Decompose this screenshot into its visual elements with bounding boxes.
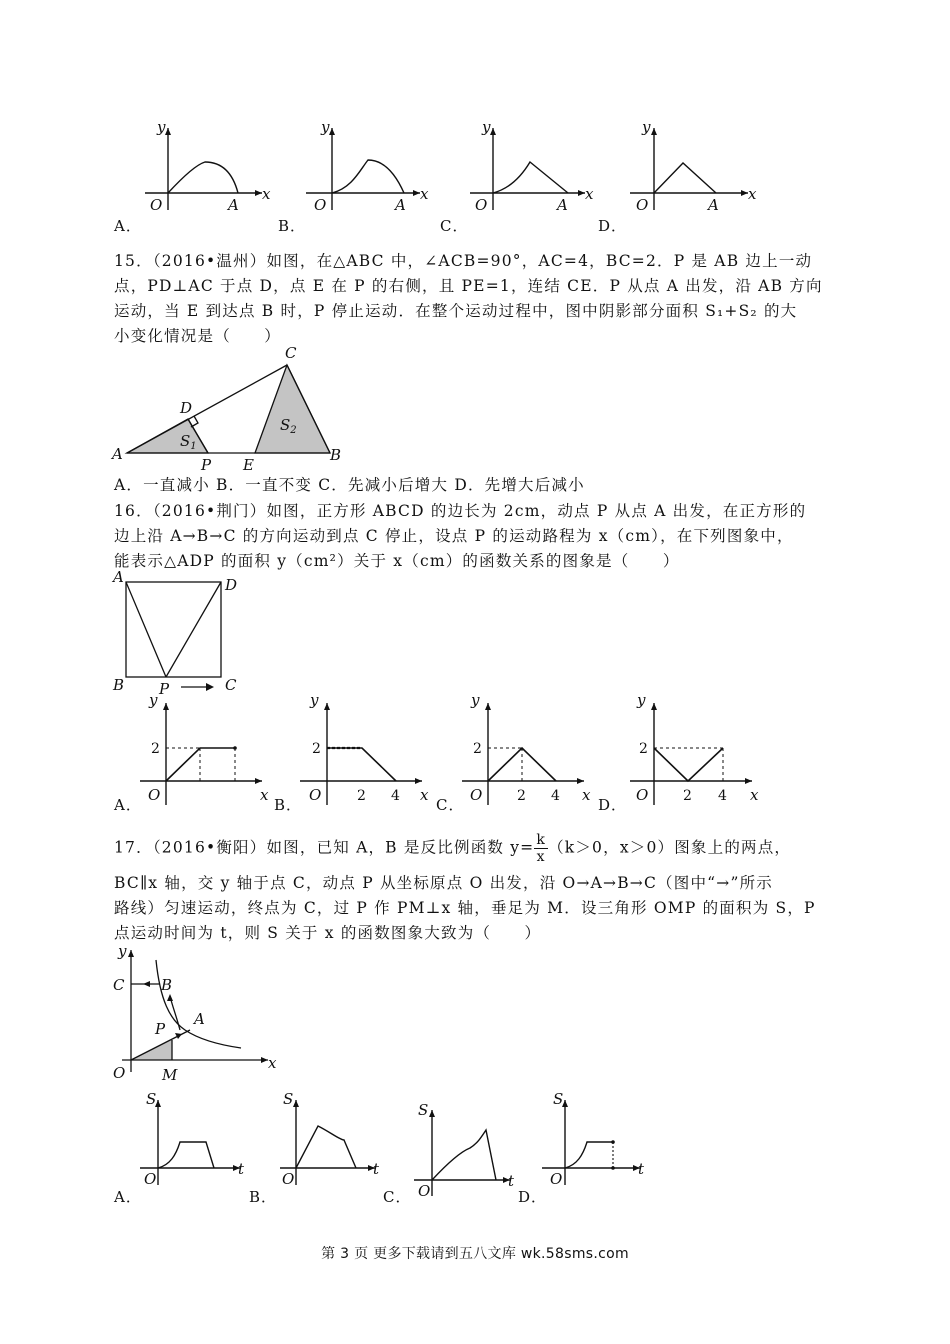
q14a-origin: O (150, 196, 163, 214)
q14d-point-a: A (708, 196, 719, 214)
q14b-point-a: A (395, 196, 406, 214)
q16c-tick-x2: 2 (517, 788, 526, 804)
q17d-s-label: S (553, 1090, 564, 1108)
q16a-tick-y2: 2 (151, 741, 160, 757)
q14c-y-label: y (482, 118, 491, 136)
q14-option-c-label[interactable]: C． (440, 217, 469, 235)
q15-label-p: P (201, 456, 212, 474)
q15-label-c: C (285, 344, 297, 362)
q17b-graph (296, 1126, 356, 1168)
q16-option-c-label[interactable]: C． (436, 796, 465, 814)
q15-line-4: 小变化情况是（ ） (114, 327, 282, 345)
q16d-tick-x2: 2 (683, 788, 692, 804)
q17b-s-label: S (283, 1090, 294, 1108)
q16b-y-label: y (310, 691, 319, 709)
q16-option-b-label[interactable]: B． (274, 796, 303, 814)
q15-s1-sub: 1 (190, 441, 197, 452)
q17a-graph (158, 1142, 214, 1168)
q17a-origin: O (144, 1170, 157, 1188)
q16-label-d: D (225, 576, 238, 594)
q16d-tick-x4: 4 (718, 788, 727, 804)
q15-line-2: 点，PD⊥AC 于点 D，点 E 在 P 的右侧，且 PE=1，连结 CE．P 从点 A 出发，沿 AB 方向 (114, 277, 823, 295)
q15-s2-sub: 2 (290, 425, 297, 436)
q14b-y-label: y (321, 118, 330, 136)
q16b-tick-x2: 2 (357, 788, 366, 804)
q17d-graph (565, 1142, 613, 1168)
q17d-origin: O (550, 1170, 563, 1188)
q16b-tick-x4: 4 (391, 788, 400, 804)
q17-option-c-label[interactable]: C． (383, 1188, 412, 1206)
q17-label-o: O (113, 1064, 126, 1082)
q16-label-a: A (113, 568, 124, 586)
q15-label-e: E (243, 456, 254, 474)
q16-label-c: C (225, 676, 237, 694)
q17-label-c: C (113, 976, 125, 994)
q16d-y-label: y (637, 691, 646, 709)
q14d-origin: O (636, 196, 649, 214)
q14b-origin: O (314, 196, 327, 214)
q15-line-3: 运动，当 E 到达点 B 时，P 停止运动．在整个运动过程中，图中阴影部分面积 S₁+S₂ 的大 (114, 302, 798, 320)
q17-line-1-post: （k＞0，x＞0）图象上的两点， (548, 838, 792, 857)
q16-label-b: B (113, 676, 125, 694)
q17-option-a-label[interactable]: A． (114, 1188, 142, 1206)
q16c-x-label: x (582, 786, 591, 804)
q15-options[interactable]: A．一直减小 B．一直不变 C．先减小后增大 D．先增大后减小 (114, 476, 585, 494)
q14-option-a-label[interactable]: A． (114, 217, 142, 235)
q16-line-1: 16．（2016•荆门）如图，正方形 ABCD 的边长为 2cm，动点 P 从点 A 出发，在正方形的 (114, 502, 807, 520)
q16-label-p: P (159, 680, 170, 698)
q14a-x-label: x (262, 185, 271, 203)
q14-option-b-label[interactable]: B． (278, 217, 307, 235)
q14c-x-label: x (585, 185, 594, 203)
q16d-x-label: x (750, 786, 759, 804)
q17-option-b-label[interactable]: B． (249, 1188, 278, 1206)
q17c-t-label: t (508, 1172, 515, 1190)
page-footer: 第 3 页 更多下载请到五八文库 wk.58sms.com (321, 1246, 629, 1262)
q16b-tick-y2: 2 (312, 741, 321, 757)
q17b-t-label: t (373, 1160, 380, 1178)
q17-label-b: B (161, 976, 173, 994)
q16a-y-label: y (149, 691, 158, 709)
q17a-t-label: t (238, 1160, 245, 1178)
q16c-y-label: y (471, 691, 480, 709)
q15-label-d: D (180, 399, 193, 417)
q16d-origin: O (636, 786, 649, 804)
q15-label-a: A (112, 445, 123, 463)
q17-line-4: 点运动时间为 t，则 S 关于 x 的函数图象大致为（ ） (114, 924, 542, 942)
q14a-y-label: y (157, 118, 166, 136)
q17c-s-label: S (418, 1101, 429, 1119)
q17-label-p: P (155, 1020, 166, 1038)
q16-option-d-label[interactable]: D． (598, 796, 628, 814)
q16b-x-label: x (420, 786, 429, 804)
q16c-tick-y2: 2 (473, 741, 482, 757)
q14d-y-label: y (642, 118, 651, 136)
q14-option-d-label[interactable]: D． (598, 217, 628, 235)
q17-option-d-label[interactable]: D． (518, 1188, 548, 1206)
q17-label-x: x (268, 1054, 277, 1072)
q14c-point-a: A (557, 196, 568, 214)
q17-fraction-denominator: x (536, 849, 546, 865)
q17-label-m: M (162, 1066, 178, 1084)
q16a-origin: O (148, 786, 161, 804)
q16-option-a-label[interactable]: A． (114, 796, 142, 814)
q17c-graph (432, 1130, 496, 1180)
q15-s1-letter: S (180, 432, 191, 450)
q17-line-2: BC∥x 轴，交 y 轴于点 C，动点 P 从坐标原点 O 出发，沿 O→A→B→C（图中“→”所示 (114, 874, 773, 892)
q17d-t-label: t (638, 1160, 645, 1178)
q16-line-2: 边上沿 A→B→C 的方向运动到点 C 停止，设点 P 的运动路程为 x（cm），在下列图象中， (114, 527, 794, 545)
q17-label-a: A (194, 1010, 205, 1028)
q14c-origin: O (475, 196, 488, 214)
q16b-origin: O (309, 786, 322, 804)
q17-line-1-pre: 17．（2016•衡阳）如图，已知 A，B 是反比例函数 y= (114, 838, 535, 857)
q16c-origin: O (470, 786, 483, 804)
q15-line-1: 15．（2016•温州）如图，在△ABC 中，∠ACB=90°，AC=4，BC=2．P 是 AB 边上一动 (114, 252, 813, 270)
q17-fraction-numerator: k (536, 832, 547, 848)
q17-line-3: 路线）匀速运动，终点为 C，过 P 作 PM⊥x 轴，垂足为 M．设三角形 OMP 的面积为 S，P (114, 899, 816, 917)
q14b-x-label: x (420, 185, 429, 203)
q16d-tick-y2: 2 (639, 741, 648, 757)
q15-label-b: B (330, 446, 342, 464)
q16c-tick-x4: 4 (551, 788, 560, 804)
q17a-s-label: S (146, 1090, 157, 1108)
q17c-origin: O (418, 1182, 431, 1200)
q14d-x-label: x (748, 185, 757, 203)
q17-label-y: y (118, 942, 127, 960)
q15-s2-letter: S (280, 416, 291, 434)
q14a-point-a: A (228, 196, 239, 214)
q17b-origin: O (282, 1170, 295, 1188)
q16-line-3: 能表示△ADP 的面积 y（cm²）关于 x（cm）的函数关系的图象是（ ） (114, 552, 680, 570)
q16a-x-label: x (260, 786, 269, 804)
